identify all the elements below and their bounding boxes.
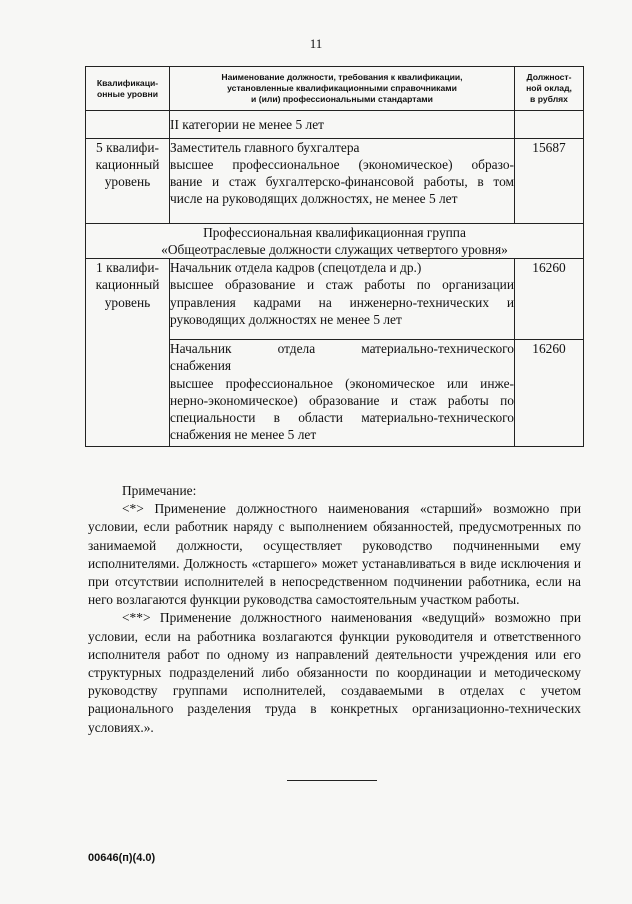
row-description: II категории не менее 5 лет <box>170 110 515 138</box>
table-header-row <box>86 67 584 111</box>
row-salary: 15687 <box>515 138 584 223</box>
table-row <box>86 110 584 138</box>
notes-section <box>88 482 581 737</box>
group-row <box>86 223 584 258</box>
page-number: 11 <box>309 36 323 51</box>
row-description: Заместитель главного бухгалтера высшее профессиональное (экономическое) образо- вание и стаж бухгалтерско-финансовой работы, в том числе на руководящих должностях, не менее 5 лет <box>170 138 515 223</box>
document-code: 00646(п)(4.0) <box>88 852 156 864</box>
row-description: Начальник отдела кадров (спецотдела и др.) высшее образование и стаж работы по организации управления кадрами на инженерно-технических и руководящих должностях не менее 5 лет <box>170 259 515 340</box>
row-salary: 16260 <box>515 340 584 447</box>
table-row <box>86 259 584 340</box>
row-level: 1 квалифи- кационный уровень <box>86 259 170 447</box>
group-title: Профессиональная квалификационная группа «Общеотраслевые должности служащих четвертого уровня» <box>86 223 584 258</box>
qualification-table <box>85 66 584 447</box>
note-leading: <**> Применение должностного наименования «ведущий» возможно при условии, если на работника возлагаются функции руководителя и ответственного исполнителя работ по одному из направлений деятельности учреждения или его структурных подразделений либо обязанности по координации и методическому руководству группами исполнителей, создаваемыми в отделах с учетом рационального разделения труда в конкретных организационно-технических условиях.». <box>88 610 581 735</box>
row-level: 5 квалифи- кационный уровень <box>86 138 170 223</box>
header-salary: Должност- ной оклад, в рублях <box>515 67 584 111</box>
header-position: Наименование должности, требования к квалификации, установленные квалификационными справочниками и (или) профессиональными стандартами <box>170 67 515 111</box>
notes-title: Примечание: <box>122 483 197 498</box>
table-row <box>86 138 584 223</box>
header-levels: Квалификаци- онные уровни <box>86 67 170 111</box>
divider-line <box>287 780 377 781</box>
note-senior: <*> Применение должностного наименования «старший» возможно при условии, если работник наряду с выполнением обязанностей, предусмотренных по занимаемой должности, осуществляет руководство подчиненными ему исполнителями. Должность «старшего» может устанавливаться в виде исключения и при отсутствии исполнителей в непосредственном подчинении работника, если на него возлагаются функции руководства самостоятельным участком работы. <box>88 501 581 608</box>
row-description: Начальник отдела материально-технического снабжения высшее профессиональное (экономическое или инже- нерно-экономическое) образование и стаж работы по специальности в области материально-технического снабжения не менее 5 лет <box>170 340 515 447</box>
row-salary: 16260 <box>515 259 584 340</box>
